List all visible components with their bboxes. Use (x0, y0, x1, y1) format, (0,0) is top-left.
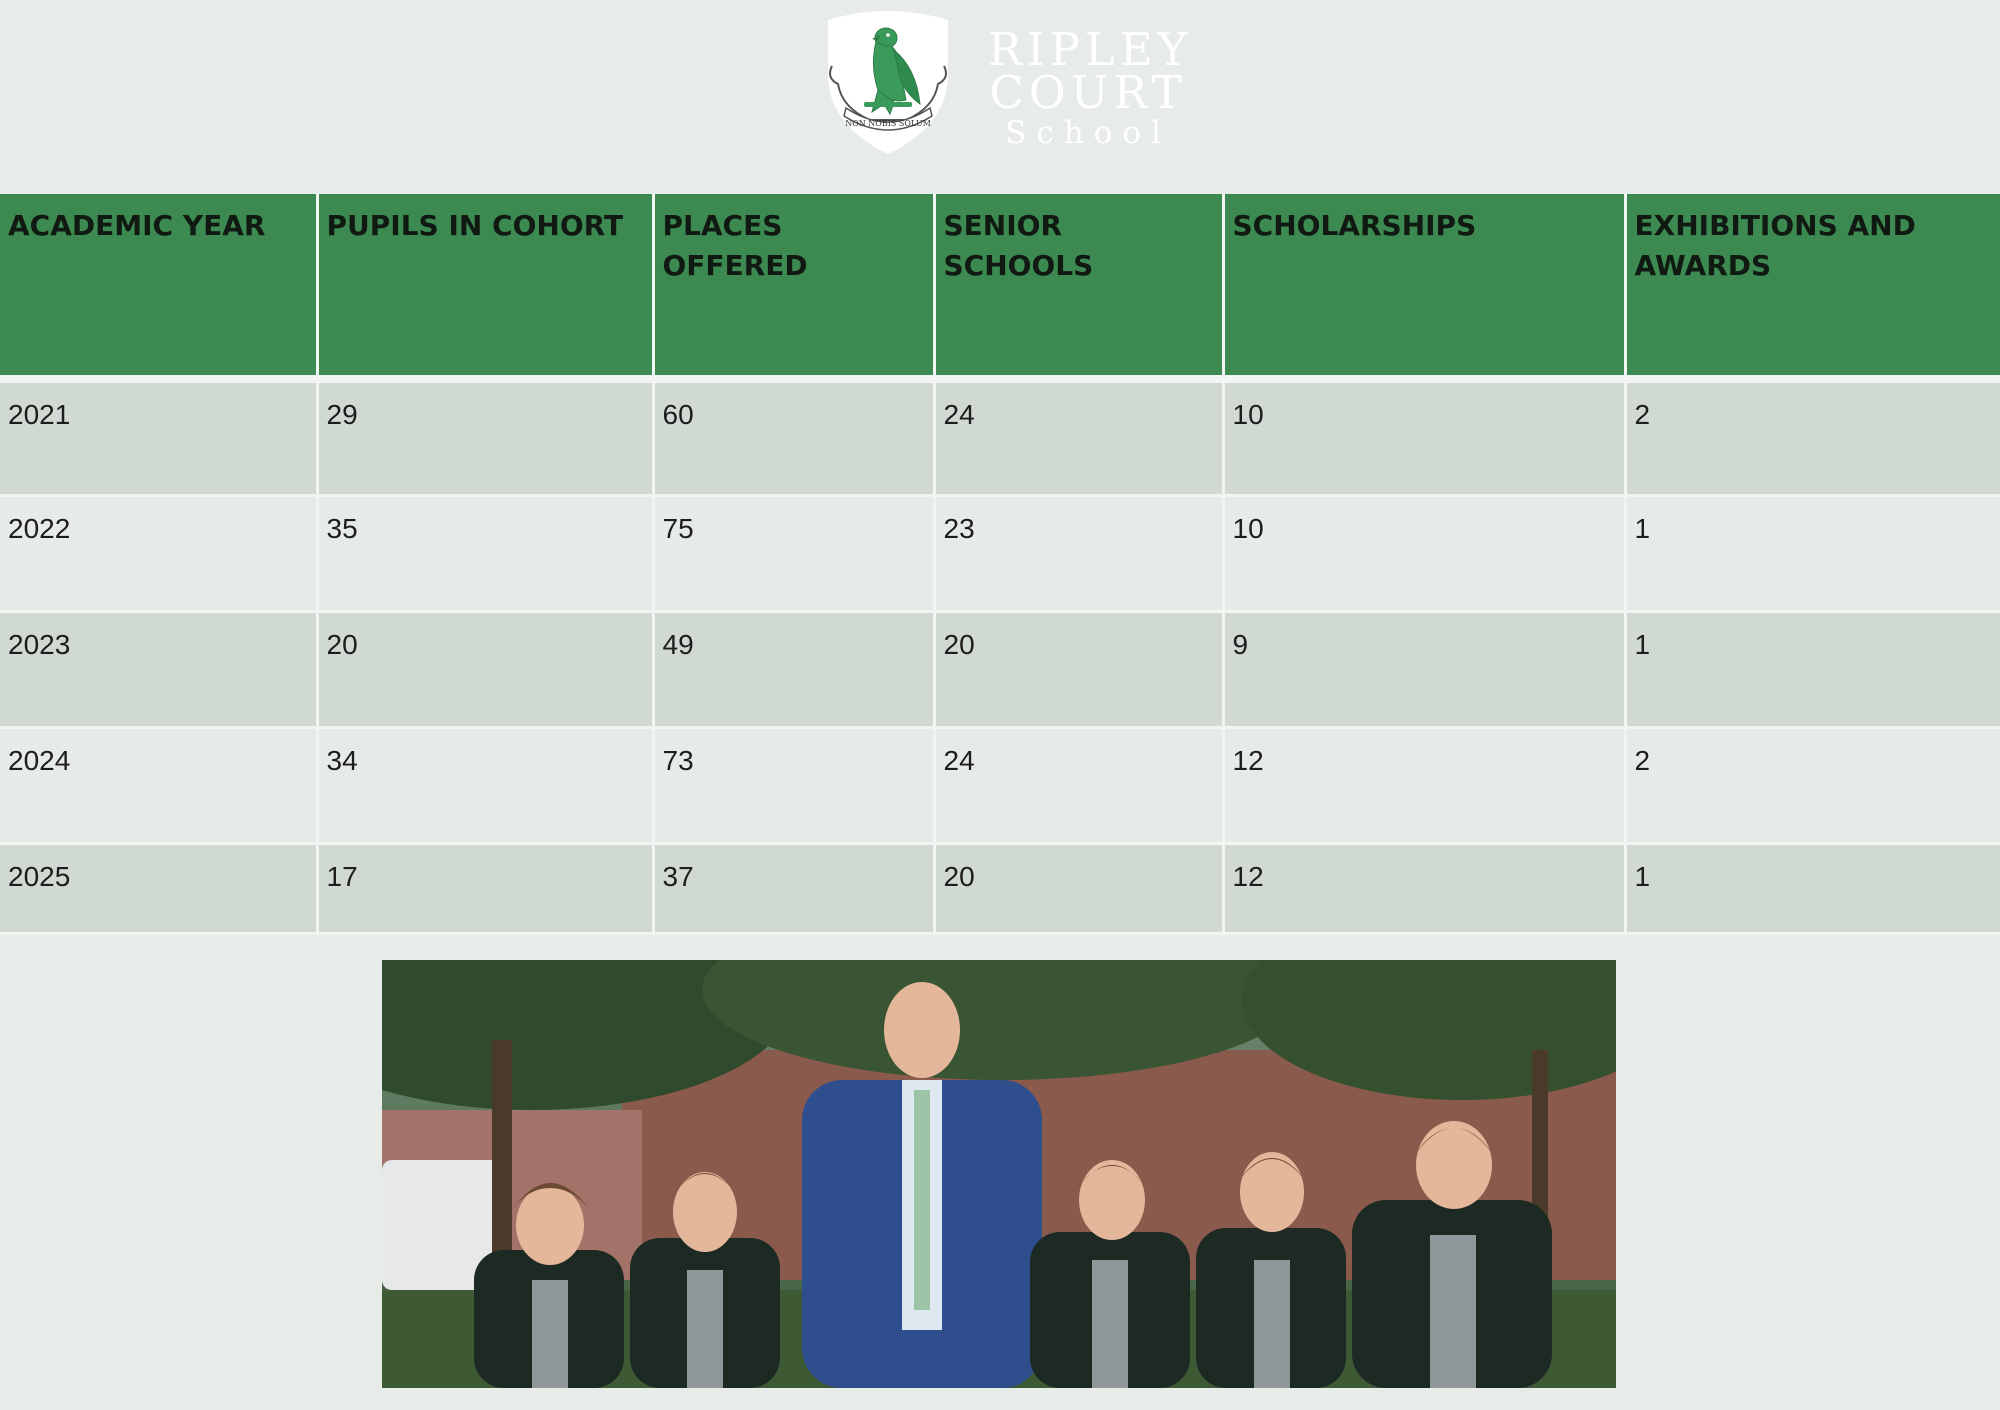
school-logo (820, 8, 1193, 158)
cell-pupils-in-cohort: 17 (317, 843, 653, 933)
cell-exhibitions-awards: 1 (1625, 611, 2000, 727)
cell-senior-schools: 23 (934, 495, 1223, 611)
cell-senior-schools: 20 (934, 611, 1223, 727)
group-photo-illustration (382, 960, 1616, 1388)
table-row (0, 495, 2000, 611)
cell-exhibitions-awards: 2 (1625, 727, 2000, 843)
cell-pupils-in-cohort: 35 (317, 495, 653, 611)
table-row (0, 843, 2000, 933)
header-senior-schools: SENIOR SCHOOLS (934, 194, 1223, 379)
cell-exhibitions-awards: 2 (1625, 379, 2000, 495)
crest-motto: NON NOBIS SOLUM (845, 119, 931, 128)
header-places-offered: PLACES OFFERED (653, 194, 934, 379)
cell-places-offered: 60 (653, 379, 934, 495)
cell-places-offered: 37 (653, 843, 934, 933)
header-pupils-in-cohort: PUPILS IN COHORT (317, 194, 653, 379)
results-table (0, 194, 2000, 935)
table-row (0, 727, 2000, 843)
cell-academic-year: 2024 (0, 727, 317, 843)
cell-pupils-in-cohort: 29 (317, 379, 653, 495)
header-scholarships: SCHOLARSHIPS (1223, 194, 1625, 379)
wordmark-line-ripley: RIPLEY (988, 23, 1193, 76)
cell-senior-schools: 24 (934, 727, 1223, 843)
cell-academic-year: 2025 (0, 843, 317, 933)
cell-scholarships: 9 (1223, 611, 1625, 727)
cell-places-offered: 73 (653, 727, 934, 843)
wordmark-line-school: School (1005, 115, 1171, 151)
wordmark-line-court: COURT (989, 66, 1187, 119)
cell-academic-year: 2022 (0, 495, 317, 611)
table-row (0, 611, 2000, 727)
cell-pupils-in-cohort: 20 (317, 611, 653, 727)
cell-senior-schools: 24 (934, 379, 1223, 495)
header-academic-year: ACADEMIC YEAR (0, 194, 317, 379)
cell-places-offered: 75 (653, 495, 934, 611)
table-row (0, 379, 2000, 495)
cell-scholarships: 10 (1223, 495, 1625, 611)
table-header-row (0, 194, 2000, 379)
school-wordmark (988, 23, 1193, 151)
cell-exhibitions-awards: 1 (1625, 495, 2000, 611)
cell-places-offered: 49 (653, 611, 934, 727)
cell-academic-year: 2023 (0, 611, 317, 727)
cell-senior-schools: 20 (934, 843, 1223, 933)
falcon-crest-icon (820, 8, 956, 156)
cell-exhibitions-awards: 1 (1625, 843, 2000, 933)
cell-pupils-in-cohort: 34 (317, 727, 653, 843)
cell-academic-year: 2021 (0, 379, 317, 495)
header-exhibitions-awards: EXHIBITIONS AND AWARDS (1625, 194, 2000, 379)
group-photo (382, 960, 1616, 1388)
cell-scholarships: 12 (1223, 727, 1625, 843)
cell-scholarships: 12 (1223, 843, 1625, 933)
cell-scholarships: 10 (1223, 379, 1625, 495)
